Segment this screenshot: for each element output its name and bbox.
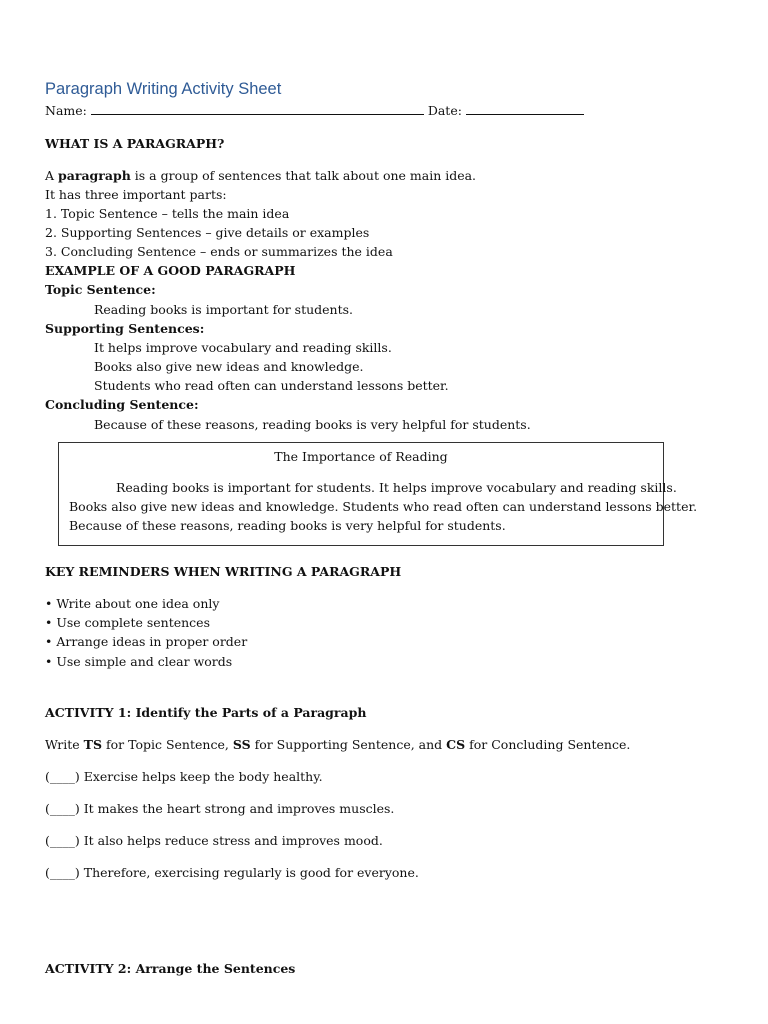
topic-sentence-text: Reading books is important for students. [94,302,354,317]
supporting-sentences-label: Supporting Sentences: [45,321,205,336]
activity1-item: (____) Therefore, exercising regularly is good for everyone. [45,865,419,880]
name-label: Name: [45,103,87,118]
reminder-item: • Use complete sentences [45,615,210,630]
name-date-line [45,103,584,119]
parts-intro: It has three important parts: [45,187,227,202]
instr-cs: CS [446,737,466,752]
box-line: Books also give new ideas and knowledge. Students who read often can understand lessons better. [69,499,698,514]
section-heading-what-is: WHAT IS A PARAGRAPH? [45,136,225,151]
box-title: The Importance of Reading [274,449,448,464]
concluding-sentence-text: Because of these reasons, reading books is very helpful for students. [94,417,531,432]
reminders-heading: KEY REMINDERS WHEN WRITING A PARAGRAPH [45,564,402,579]
instr-text: for Supporting Sentence, and [254,737,443,752]
example-paragraph-box [58,442,698,546]
example-heading: EXAMPLE OF A GOOD PARAGRAPH [45,263,296,278]
instr-text: for Concluding Sentence. [469,737,631,752]
intro-bold-word: paragraph [58,168,131,183]
box-line: Reading books is important for students. It helps improve vocabulary and reading skills. [116,480,677,495]
part-item: 1. Topic Sentence – tells the main idea [45,206,290,221]
name-field[interactable] [91,103,424,115]
activity1-item: (____) It also helps reduce stress and improves mood. [45,833,383,848]
reminder-item: • Arrange ideas in proper order [45,634,248,649]
instr-ts: TS [83,737,103,752]
activity1-item: (____) Exercise helps keep the body healthy. [45,769,323,784]
activity1-heading: ACTIVITY 1: Identify the Parts of a Paragraph [45,705,367,720]
topic-sentence-label: Topic Sentence: [45,282,156,297]
reminder-item: • Use simple and clear words [45,654,233,669]
instr-text: Write [45,737,80,752]
part-item: 3. Concluding Sentence – ends or summarizes the idea [45,244,393,259]
paragraph-definition [45,168,476,184]
intro-a: A [45,168,55,183]
reminder-item: • Write about one idea only [45,596,220,611]
supporting-sentence: It helps improve vocabulary and reading skills. [94,340,392,355]
activity1-instructions [45,737,630,753]
instr-text: for Topic Sentence, [106,737,229,752]
page-title: Paragraph Writing Activity Sheet [45,80,282,98]
instr-ss: SS [232,737,251,752]
part-item: 2. Supporting Sentences – give details or examples [45,225,370,240]
box-line: Because of these reasons, reading books is very helpful for students. [69,518,506,533]
date-field[interactable] [466,103,584,115]
intro-rest: is a group of sentences that talk about one main idea. [134,168,477,183]
activity2-heading: ACTIVITY 2: Arrange the Sentences [45,961,296,976]
supporting-sentence: Students who read often can understand lessons better. [94,378,449,393]
concluding-sentence-label: Concluding Sentence: [45,397,199,412]
date-label: Date: [427,103,462,118]
supporting-sentence: Books also give new ideas and knowledge. [94,359,364,374]
activity1-item: (____) It makes the heart strong and improves muscles. [45,801,395,816]
